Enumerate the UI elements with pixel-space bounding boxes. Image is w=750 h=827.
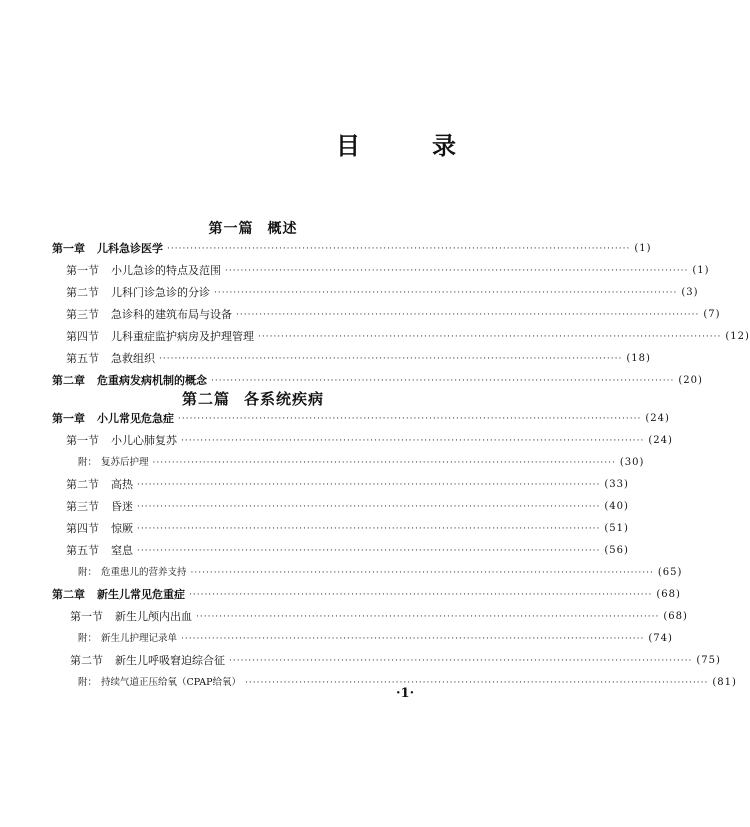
entry-page: (30) [619, 457, 645, 468]
entry-page: (68) [663, 611, 688, 622]
entry-title: 儿科急诊医学 [97, 242, 163, 255]
entry-page: (68) [656, 589, 681, 600]
leader-dots: ························································································································ [189, 590, 653, 600]
entry-page: (51) [604, 523, 629, 534]
entry-number: 第一节 [70, 610, 103, 623]
leader-dots: ························································································································ [190, 568, 654, 578]
entry-title: 急救组织 [111, 352, 155, 365]
entry-number: 第五节 [66, 352, 99, 365]
entry-page: (7) [703, 309, 721, 320]
entry-number: 第四节 [66, 330, 99, 343]
toc-entry-section [66, 306, 721, 324]
leader-dots: ························································································································ [137, 480, 601, 490]
entry-number: 附： [78, 677, 98, 688]
entry-title: 儿科门诊急诊的分诊 [111, 286, 210, 299]
entry-page: (81) [712, 677, 737, 688]
entry-title: 窒息 [111, 544, 133, 557]
entry-number: 第一章 [52, 412, 85, 425]
leader-dots: ························································································································ [152, 458, 616, 468]
entry-number: 第二节 [66, 286, 99, 299]
entry-page: (20) [678, 375, 703, 386]
entry-title: 持续气道正压给氧（CPAP给氧） [101, 677, 242, 688]
entry-number: 第五节 [66, 544, 99, 557]
entry-page: (24) [648, 435, 673, 446]
entry-number: 第二节 [66, 478, 99, 491]
toc-title-right: 录 [432, 131, 456, 160]
part-name: 各系统疾病 [244, 390, 325, 408]
leader-dots: ························································································································ [236, 310, 700, 320]
leader-dots: ························································································································ [167, 244, 631, 254]
entry-number: 附： [78, 633, 98, 644]
leader-dots: ························································································································ [196, 612, 660, 622]
entry-page: (75) [696, 655, 721, 666]
entry-page: (24) [645, 413, 670, 424]
entry-page: (56) [604, 545, 629, 556]
leader-dots: ························································································································ [137, 502, 601, 512]
toc-entry-section [66, 328, 750, 346]
leader-dots: ························································································································ [229, 656, 693, 666]
toc-entry-section [66, 498, 629, 516]
toc-entry-section [66, 520, 629, 538]
leader-dots: ························································································································ [214, 288, 678, 298]
entry-title: 复苏后护理 [101, 457, 149, 468]
leader-dots: ························································································································ [211, 376, 675, 386]
part-heading [0, 388, 506, 409]
entry-title: 新生儿护理记录单 [101, 633, 178, 644]
entry-page: (3) [681, 287, 699, 298]
entry-page: (18) [626, 353, 651, 364]
toc-entry-section [66, 432, 673, 450]
leader-dots: ························································································································ [137, 546, 601, 556]
entry-page: (33) [604, 479, 629, 490]
entry-title: 新生儿常见危重症 [97, 588, 185, 601]
entry-title: 惊厥 [111, 522, 133, 535]
entry-title: 危重患儿的营养支持 [101, 567, 187, 578]
toc-title [336, 126, 456, 161]
entry-number: 第二章 [52, 374, 85, 387]
part-name: 概述 [267, 221, 298, 237]
toc-entry-section [66, 262, 710, 280]
entry-number: 第一章 [52, 242, 85, 255]
part-label: 第一篇 [208, 221, 254, 237]
toc-title-left: 目 [336, 131, 360, 160]
leader-dots: ························································································································ [137, 524, 601, 534]
entry-title: 急诊科的建筑布局与设备 [111, 308, 232, 321]
leader-dots: ························································································································ [181, 436, 645, 446]
toc-entry-appendix [78, 564, 683, 582]
toc-entry-section [66, 284, 699, 302]
entry-page: (1) [634, 243, 652, 254]
entry-page: (40) [604, 501, 629, 512]
toc-entry-chapter [52, 586, 681, 604]
toc-entry-appendix [78, 454, 645, 472]
entry-page: (1) [692, 265, 710, 276]
entry-number: 第一节 [66, 434, 99, 447]
toc-entry-section [66, 476, 629, 494]
entry-number: 第三节 [66, 308, 99, 321]
entry-number: 附： [78, 457, 98, 468]
entry-page: (12) [725, 331, 750, 342]
entry-number: 第二节 [70, 654, 103, 667]
entry-title: 小儿急诊的特点及范围 [111, 264, 221, 277]
toc-entry-section [70, 608, 688, 626]
leader-dots: ························································································································ [159, 354, 623, 364]
entry-title: 昏迷 [111, 500, 133, 513]
entry-title: 危重病发病机制的概念 [97, 374, 207, 387]
entry-number: 附： [78, 567, 98, 578]
toc-entry-appendix [78, 630, 673, 648]
entry-title: 新生儿颅内出血 [115, 610, 192, 623]
part-heading [0, 218, 506, 238]
toc-entry-chapter [52, 410, 670, 428]
entry-page: (65) [657, 567, 683, 578]
entry-title: 儿科重症监护病房及护理管理 [111, 330, 254, 343]
leader-dots: ························································································································ [181, 634, 645, 644]
part-label: 第二篇 [181, 390, 230, 408]
entry-number: 第三节 [66, 500, 99, 513]
entry-page: (74) [648, 633, 673, 644]
toc-entry-section [66, 542, 629, 560]
toc-entry-chapter [52, 372, 703, 390]
toc-entry-chapter [52, 240, 652, 258]
entry-title: 新生儿呼吸窘迫综合征 [115, 654, 225, 667]
leader-dots: ························································································································ [225, 266, 689, 276]
entry-title: 小儿常见危急症 [97, 412, 174, 425]
leader-dots: ························································································································ [178, 414, 642, 424]
leader-dots: ························································································································ [245, 678, 709, 688]
toc-entry-section [66, 350, 651, 368]
entry-number: 第一节 [66, 264, 99, 277]
entry-title: 高热 [111, 478, 133, 491]
leader-dots: ························································································································ [258, 332, 722, 342]
page-number: ·1· [396, 686, 415, 701]
toc-entry-section [70, 652, 721, 670]
entry-title: 小儿心肺复苏 [111, 434, 177, 447]
entry-number: 第四节 [66, 522, 99, 535]
entry-number: 第二章 [52, 588, 85, 601]
